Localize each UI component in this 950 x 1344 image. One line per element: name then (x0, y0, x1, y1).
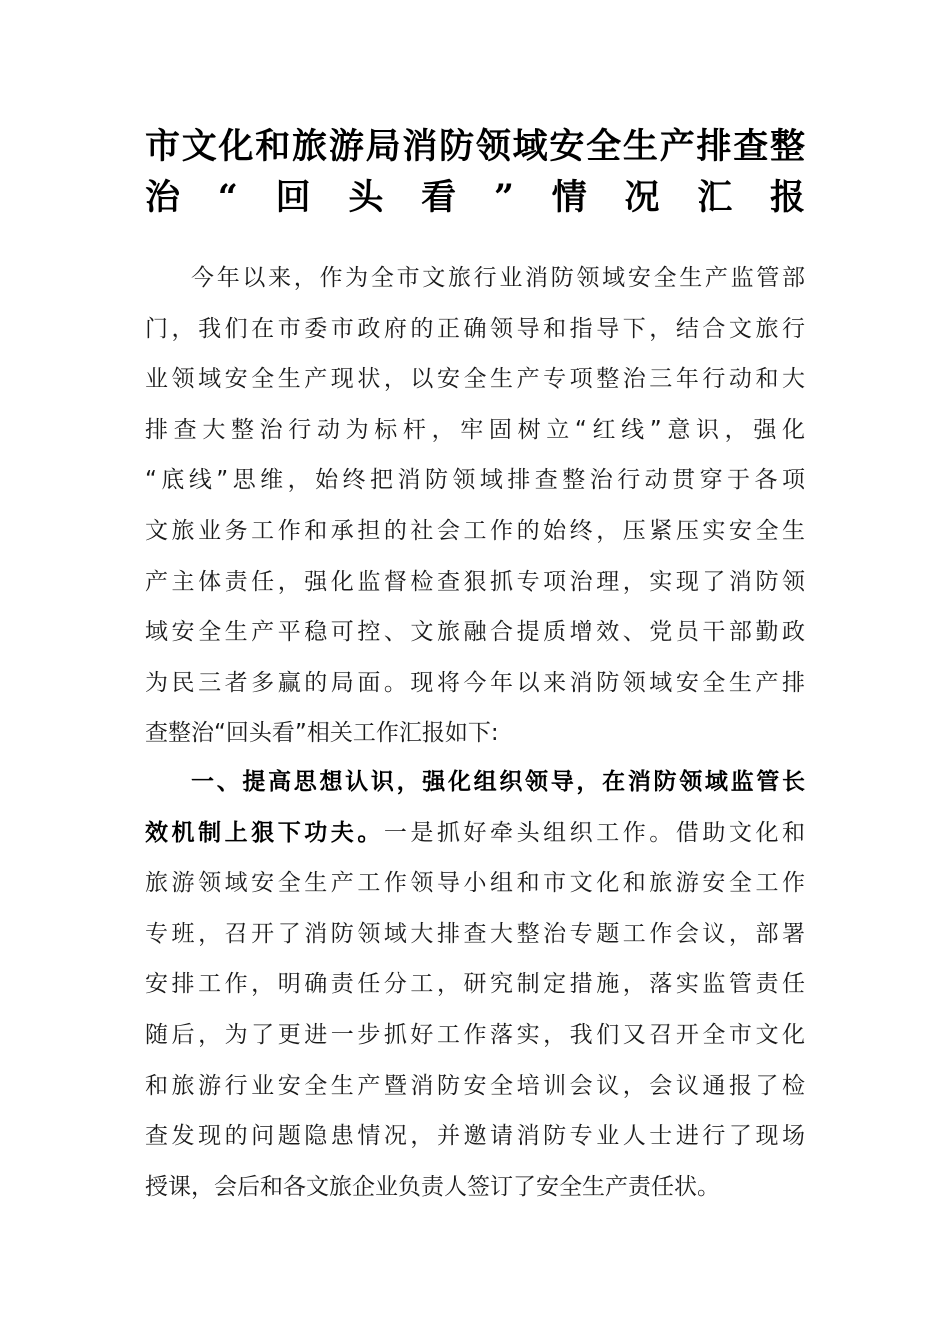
paragraph-line: 业领域安全生产现状，以安全生产专项整治三年行动和大 (145, 366, 805, 393)
paragraph-line: 查整治“回头看”相关工作汇报如下: (145, 720, 499, 747)
paragraph-line: 查发现的问题隐患情况，并邀请消防专业人士进行了现场 (145, 1123, 805, 1150)
title-line-1: 市文化和旅游局消防领域安全生产排查整 (145, 126, 805, 167)
paragraph-line: 旅游领域安全生产工作领导小组和市文化和旅游安全工作 (145, 870, 805, 897)
paragraph-line: 排查大整治行动为标杆，牢固树立“红线”意识，强化 (145, 416, 805, 443)
paragraph-line: 随后，为了更进一步抓好工作落实，我们又召开全市文化 (145, 1021, 805, 1048)
section-heading-line-mixed (145, 808, 805, 859)
section-one-paragraph (145, 757, 805, 1212)
title-line-2: 治“回头看”情况汇报 (145, 176, 805, 218)
paragraph-line: 为民三者多赢的局面。现将今年以来消防领域安全生产排 (145, 669, 805, 696)
paragraph-line: 文旅业务工作和承担的社会工作的始终，压紧压实安全生 (145, 517, 805, 544)
paragraph-line: 域安全生产平稳可控、文旅融合提质增效、党员干部勤政 (145, 619, 805, 646)
paragraph-line: “底线”思维，始终把消防领域排查整治行动贯穿于各项 (145, 467, 805, 494)
section-heading-tail: 效机制上狠下功夫。 (145, 819, 384, 846)
paragraph-line: 门，我们在市委市政府的正确领导和指导下，结合文旅行 (145, 315, 805, 342)
intro-paragraph (145, 253, 805, 759)
paragraph-line: 安排工作，明确责任分工，研究制定措施，落实监管责任 (145, 971, 805, 998)
document-title (145, 122, 805, 223)
paragraph-line: 专班，召开了消防领域大排查大整治专题工作会议，部署 (145, 920, 805, 947)
paragraph-line: 授课，会后和各文旅企业负责人签订了安全生产责任状。 (145, 1173, 720, 1200)
paragraph-line: 和旅游行业安全生产暨消防安全培训会议，会议通报了检 (145, 1072, 805, 1099)
section-text-start: 一是抓好牵头组织工作。借助文化和 (383, 819, 806, 846)
paragraph-line: 今年以来，作为全市文旅行业消防领域安全生产监管部 (191, 265, 805, 291)
section-heading-line: 一、提高思想认识，强化组织领导，在消防领域监管长 (191, 769, 805, 795)
paragraph-line: 产主体责任，强化监督检查狠抓专项治理，实现了消防领 (145, 568, 805, 595)
